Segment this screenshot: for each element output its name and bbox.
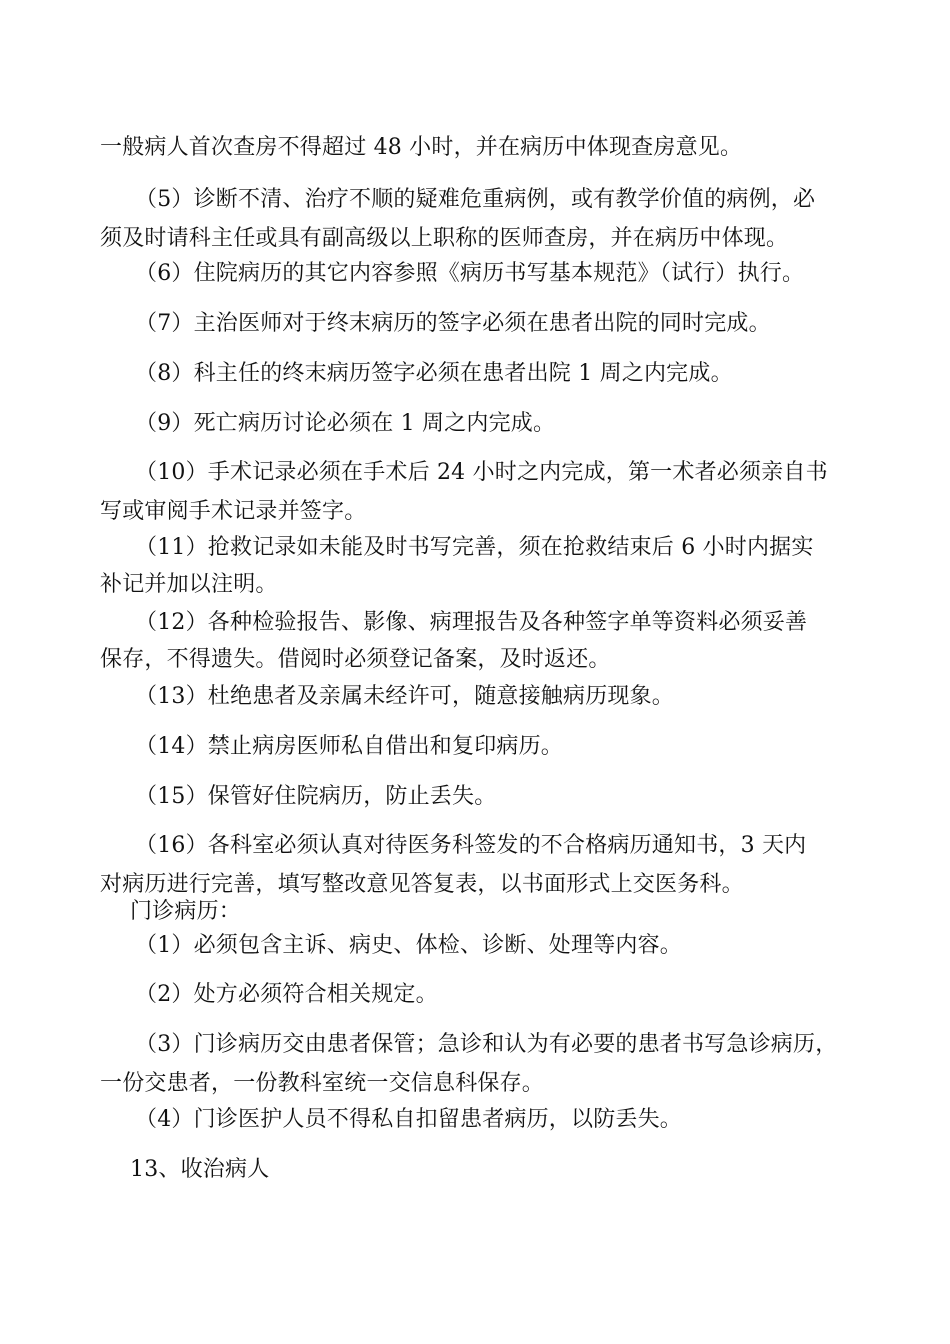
text-line: （5）诊断不清、治疗不顺的疑难危重病例，或有教学价值的病例，必 <box>135 187 816 212</box>
text-line: （6）住院病历的其它内容参照《病历书写基本规范》（试行）执行。 <box>135 261 805 286</box>
text-line: 写或审阅手术记录并签字。 <box>100 499 367 524</box>
text-line: （15）保管好住院病历，防止丢失。 <box>135 784 497 809</box>
text-line: （3）门诊病历交由患者保管；急诊和认为有必要的患者书写急诊病历， <box>135 1032 838 1057</box>
text-line: （9）死亡病历讨论必须在 1 周之内完成。 <box>135 411 556 436</box>
text-line: 一般病人首次查房不得超过 48 小时，并在病历中体现查房意见。 <box>100 135 743 160</box>
text-line: （14）禁止病房医师私自借出和复印病历。 <box>135 734 563 759</box>
text-line: （1）必须包含主诉、病史、体检、诊断、处理等内容。 <box>135 933 682 958</box>
text-line: （13）杜绝患者及亲属未经许可，随意接触病历现象。 <box>135 684 674 709</box>
section-heading: 门诊病历： <box>130 899 242 924</box>
text-line: 对病历进行完善，填写整改意见答复表，以书面形式上交医务科。 <box>100 872 744 897</box>
text-line: （7）主治医师对于终末病历的签字必须在患者出院的同时完成。 <box>135 311 771 336</box>
text-line: 一份交患者，一份教科室统一交信息科保存。 <box>100 1071 545 1096</box>
text-line: （16）各科室必须认真对待医务科签发的不合格病历通知书，3 天内 <box>135 833 807 858</box>
text-line: （12）各种检验报告、影像、病理报告及各种签字单等资料必须妥善 <box>135 610 808 635</box>
section-heading: 13、收治病人 <box>130 1157 270 1182</box>
text-line: 须及时请科主任或具有副高级以上职称的医师查房，并在病历中体现。 <box>100 226 789 251</box>
text-line: 保存，不得遗失。借阅时必须登记备案，及时返还。 <box>100 647 611 672</box>
text-line: （11）抢救记录如未能及时书写完善，须在抢救结束后 6 小时内据实 <box>135 535 814 560</box>
text-line: （8）科主任的终末病历签字必须在患者出院 1 周之内完成。 <box>135 361 733 386</box>
text-line: （2）处方必须符合相关规定。 <box>135 982 438 1007</box>
text-line: （4）门诊医护人员不得私自扣留患者病历，以防丢失。 <box>135 1107 682 1132</box>
text-line: 补记并加以注明。 <box>100 572 278 597</box>
text-line: （10）手术记录必须在手术后 24 小时之内完成，第一术者必须亲自书 <box>135 460 828 485</box>
